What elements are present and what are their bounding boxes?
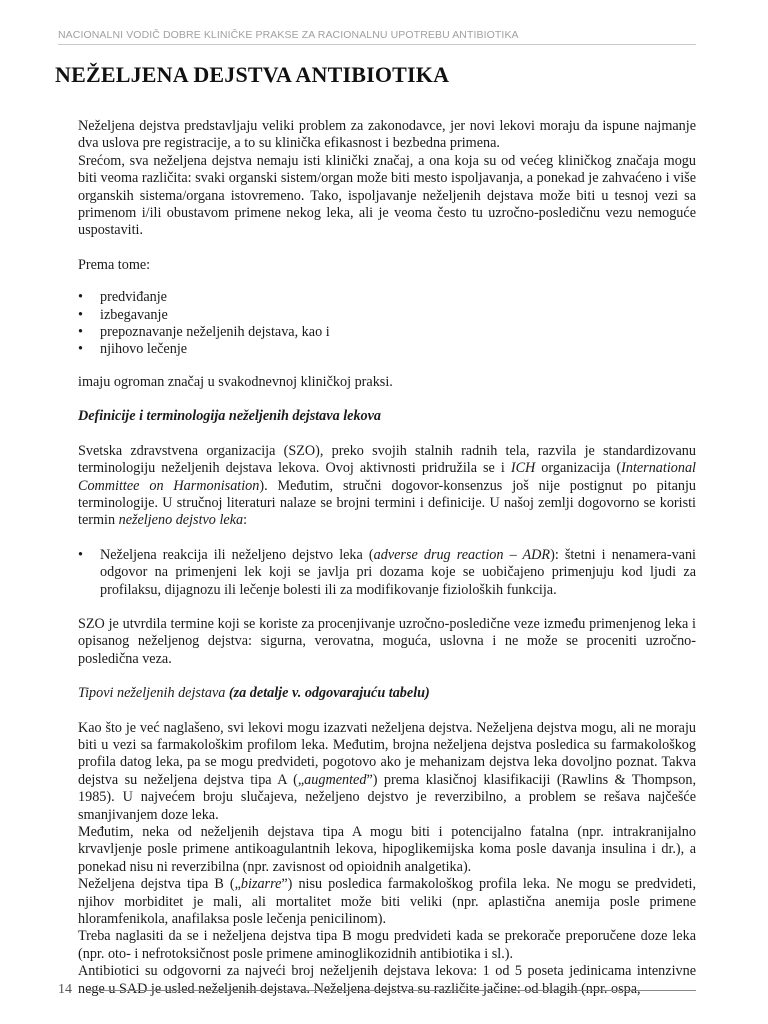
bullet-icon: •	[78, 324, 83, 341]
definitions-paragraph-2: SZO je utvrdila termine koji se koriste za procenjivanje uzročno-posledične veze između primenjenog leka i opisanog neželjenog dejstva: sigurna, verovatna, moguća, uslovna i ne može se proceniti uzročno-posledična veza.	[78, 615, 696, 667]
footer-rule	[86, 990, 696, 991]
definition-list	[78, 547, 696, 599]
intro-paragraph-2: Srećom, sva neželjena dejstva nemaju isti klinički značaj, a ona koja su od većeg kliničkog značaja mogu biti veoma različita: svaki organski sistem/organ može biti mesto ispoljavanja, a ponekad je zahvaćeno i više organskih sistema/organa istovremeno. Tako, ispoljavanje neželjenih dejstava može biti u tesnoj vezi sa primenom i/ili obustavom primene nekog leka, ali je veoma često tu uzročno-posledičnu vezu nemoguće uspostaviti.	[78, 152, 696, 239]
list-item: • Neželjena reakcija ili neželjeno dejstvo leka (adverse drug reaction – ADR): štetni i nenamera-vani odgovor na primenjeni lek koji se javlja pri dozama koje se uobičajeno primenjuju kod ljudi za profilaksu, dijagnozu ili lečenje bolesti ili za modifikovanje fizioloških funkcija.	[78, 546, 696, 598]
bullet-icon: •	[78, 289, 83, 306]
list-item: • izbegavanje	[78, 306, 168, 323]
section-heading-types: Tipovi neželjenih dejstava (za detalje v. odgovarajuću tabelu)	[78, 685, 430, 702]
definitions-paragraph-1: Svetska zdravstvena organizacija (SZO), preko svojih stalnih radnih tela, razvila je standardizovanu terminologiju neželjenih dejstava lekova. Ovoj aktivnosti pridružila se i ICH organizacija (International Committee on Harmonisation). Međutim, stručni dogovor-konsenzus još nije postignut po pitanju terminologije. U stručnoj literaturi nalaze se brojni termini i definicije. U našoj zemlji dogovorno se koristi termin neželjeno dejstvo leka:	[78, 442, 696, 529]
bullet-icon: •	[78, 306, 83, 323]
header-rule	[58, 44, 696, 45]
section-heading-definitions: Definicije i terminologija neželjenih dejstava lekova	[78, 408, 382, 425]
types-paragraph-2: Međutim, neka od neželjenih dejstava tipa A mogu biti i potencijalno fatalna (npr. intrakranijalno krvavljenje posle primene antikoagulantnih lekova, hipoglikemijska koma posle davanja insulina i dr.), a ponekad nisu ni reverzibilna (npr. zavisnost od opioidnih analgetika).	[78, 824, 696, 875]
intro-paragraph-1: Neželjena dejstva predstavljaju veliki problem za zakonodavce, jer novi lekovi moraju da ispune najmanje dva uslova pre registracije, a to su klinička efikasnost i bezbedna primena.	[78, 118, 696, 152]
bullet-icon: •	[78, 341, 83, 358]
bullet-icon: •	[78, 546, 83, 563]
types-paragraph-3: Neželjena dejstva tipa B („bizarre”) nisu posledica farmakološkog profila leka. Ne mogu se predvideti, njihov morbiditet je mali, ali mortalitet može biti veliki (npr. aplastična anemija posle primene hloramfenikola, anafilaksa posle lečenja penicilinom).	[78, 876, 697, 928]
body-text	[78, 118, 696, 998]
page-number: 14	[58, 982, 72, 997]
types-paragraph-5: Antibiotici su odgovorni za najveći broj neželjenih dejstava lekova: 1 od 5 poseta jedinicama intenzivne nege u SAD je usled neželjenih dejstava. Neželjena dejstva su različite jačine: od blagih (npr. ospa,	[78, 963, 696, 997]
list-item: • predviđanje	[78, 289, 167, 306]
intro-lead: Prema tome:	[78, 256, 151, 273]
intro-bullet-list	[78, 289, 696, 359]
intro-closing: imaju ogroman značaj u svakodnevnoj kliničkoj praksi.	[78, 373, 393, 390]
types-paragraph-1: Kao što je već naglašeno, svi lekovi mogu izazvati neželjena dejstva. Neželjena dejstva mogu, ali ne moraju biti u vezi sa farmakološkim profilom leka. Međutim, brojna neželjena dejstva posledica su farmakološkog profila datog leka, pa se mogu predvideti, pogotovo ako je mehanizam dejstva leka dovoljno poznat. Takva dejstva su neželjena dejstva tipa A („augmented”) prema klasičnoj klasifikaciji (Rawlins & Thompson, 1985). U najvećem broju slučajeva, neželjeno dejstvo je reverzibilno, a problem se rešava najčešće smanjivanjem doze leka.	[78, 719, 696, 823]
list-item: • prepoznavanje neželjenih dejstava, kao i	[78, 324, 330, 341]
page-title: NEŽELJENA DEJSTVA ANTIBIOTIKA	[55, 62, 450, 87]
types-paragraph-4: Treba naglasiti da se i neželjena dejstva tipa B mogu predvideti kada se prekorače preporučene doze leka (npr. oto- i nefrotoksičnost posle primene aminoglikozidnih antibiotika i sl.).	[78, 928, 696, 962]
running-header: NACIONALNI VODIČ DOBRE KLINIČKE PRAKSE ZA RACIONALNU UPOTREBU ANTIBIOTIKA	[58, 29, 519, 41]
list-item: • njihovo lečenje	[78, 341, 188, 358]
